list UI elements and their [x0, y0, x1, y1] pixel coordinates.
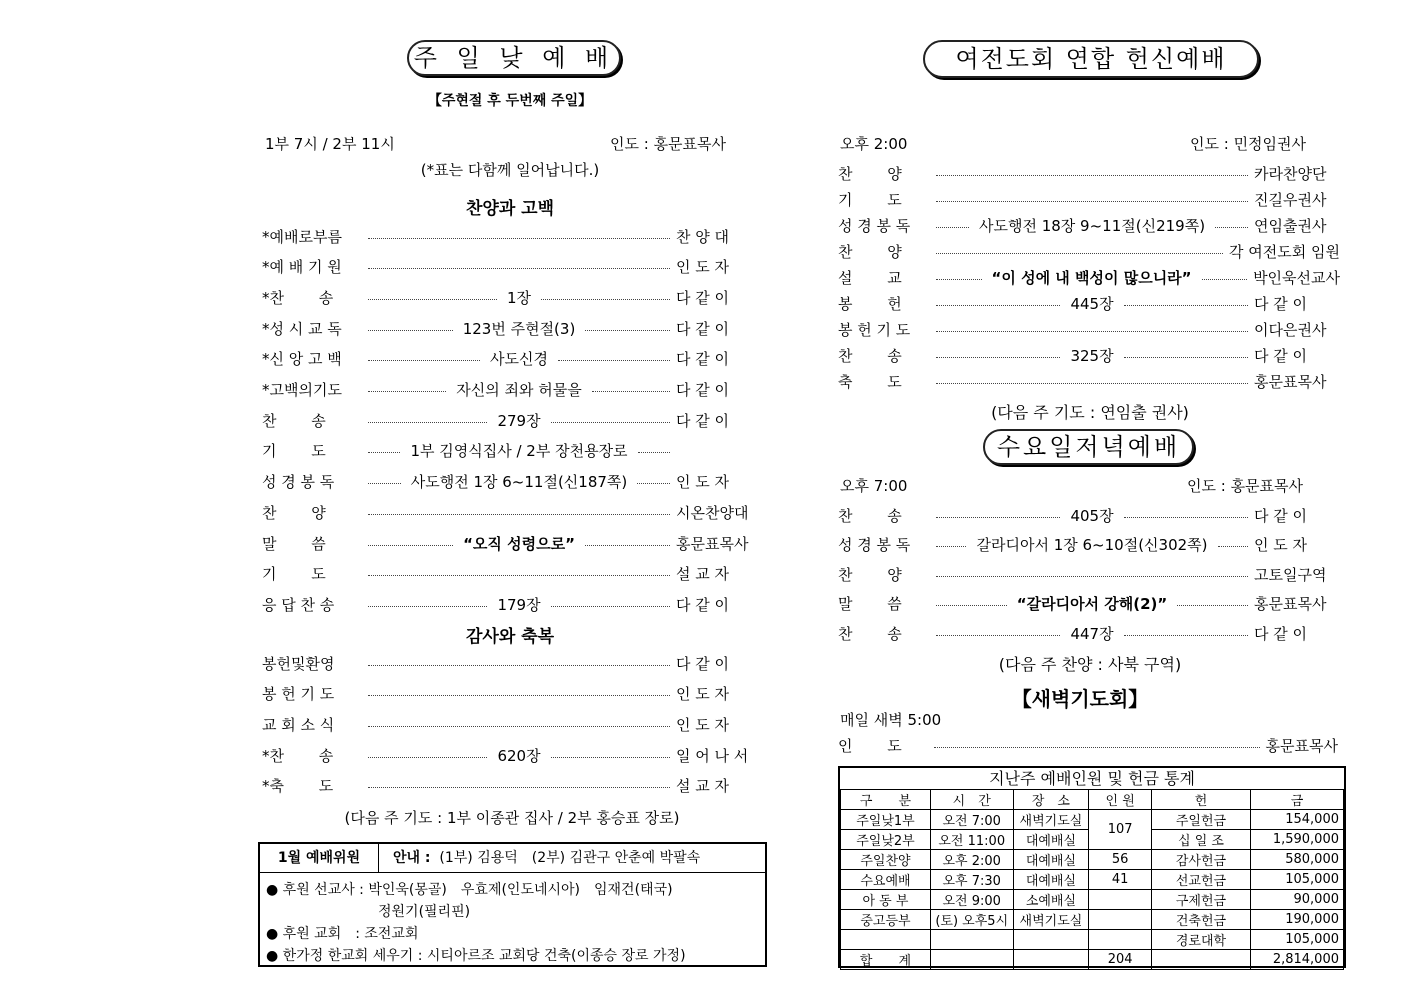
order-label: *예배로부름	[262, 227, 342, 246]
order-person: 인 도 자	[676, 715, 730, 734]
stats-cell: 204	[1089, 950, 1152, 970]
stats-cell	[841, 930, 931, 950]
dot-leader	[551, 422, 670, 423]
order-detail: 445장	[1070, 294, 1114, 313]
order-person: 다 같 이	[1254, 294, 1308, 313]
womens-service-time: 오후 2:00	[840, 135, 908, 153]
order-row	[262, 348, 762, 370]
stats-cell: 105,000	[1250, 870, 1343, 890]
order-person: 다 같 이	[676, 595, 730, 614]
order-row	[838, 370, 1340, 392]
order-detail: 사도신경	[490, 350, 548, 369]
dot-leader	[638, 452, 670, 453]
order-row	[838, 344, 1340, 366]
order-row	[838, 622, 1340, 644]
order-row	[262, 317, 762, 339]
stats-cell: 감사헌금	[1151, 850, 1250, 870]
stats-cell: 건축헌금	[1151, 910, 1250, 930]
dawn-prayer-title: 【새벽기도회】	[1011, 687, 1149, 711]
dot-leader	[368, 545, 453, 546]
order-label: 찬 송	[262, 411, 326, 430]
order-person: 다 같 이	[676, 319, 730, 338]
order-row	[262, 225, 762, 247]
order-row	[262, 379, 762, 401]
order-label: 설 교	[838, 268, 902, 287]
order-row	[262, 563, 762, 585]
stats-cell: 새벽기도실	[1013, 810, 1089, 830]
order-detail: 갈라디아서 1장 6~10절(신302쪽)	[976, 536, 1208, 554]
dot-leader	[368, 483, 401, 484]
dot-leader	[936, 331, 1248, 332]
stats-cell: 1,590,000	[1250, 830, 1343, 850]
dot-leader	[368, 514, 670, 515]
dawn-time: 매일 새벽 5:00	[840, 711, 942, 729]
dot-leader	[1124, 357, 1248, 358]
dot-leader	[936, 605, 1007, 606]
order-person: 카라찬양단	[1254, 164, 1327, 183]
order-person: 다 같 이	[1254, 506, 1308, 525]
order-row	[262, 744, 762, 766]
order-label: *고백의기도	[262, 381, 342, 399]
stats-cell: 190,000	[1250, 910, 1343, 930]
order-person: 이다은권사	[1254, 320, 1327, 339]
stats-cell: 주일낮1부	[841, 810, 931, 830]
dot-leader	[368, 787, 670, 788]
order-label: *신 앙 고 백	[262, 350, 342, 369]
order-label: 말 씀	[262, 534, 326, 553]
wednesday-service-title: 수요일저녁예배	[983, 429, 1194, 465]
stats-cell: 대예배실	[1013, 830, 1089, 850]
stats-cell	[1089, 930, 1152, 950]
order-row	[262, 501, 762, 523]
order-person: 진길우권사	[1254, 190, 1327, 209]
order-label: 기 도	[262, 565, 326, 584]
stats-cell: 구제헌금	[1151, 890, 1250, 910]
order-label: 응 답 찬 송	[262, 595, 335, 614]
dot-leader	[368, 726, 670, 727]
dot-leader	[1215, 227, 1248, 228]
order-row	[838, 240, 1340, 262]
order-row	[262, 593, 762, 615]
order-row	[262, 286, 762, 308]
stats-cell: 소예배실	[1013, 890, 1089, 910]
dot-leader	[936, 357, 1060, 358]
order-label: 기 도	[262, 442, 326, 461]
order-label: 봉 헌 기 도	[838, 320, 911, 339]
stats-header-cell: 시 간	[930, 790, 1013, 810]
dot-leader	[637, 483, 670, 484]
dot-leader	[368, 422, 487, 423]
sunday-service-title: 주 일 낮 예 배	[407, 40, 621, 76]
order-label: 찬 양	[838, 242, 902, 261]
stats-cell	[930, 950, 1013, 970]
dawn-leader-row	[838, 734, 1338, 756]
stats-row	[841, 950, 1344, 970]
stats-cell: 오전 11:00	[930, 830, 1013, 850]
order-person: 홍문표목사	[676, 534, 749, 553]
stats-row	[841, 890, 1344, 910]
stats-cell: 합 계	[841, 950, 931, 970]
wednesday-leader: 인도 : 홍문표목사	[1187, 477, 1304, 495]
dot-leader	[936, 576, 1248, 577]
order-row	[838, 214, 1340, 236]
wednesday-time: 오후 7:00	[840, 477, 908, 495]
order-row	[262, 256, 762, 278]
order-person: 시온찬양대	[676, 503, 749, 522]
order-label: 봉헌및환영	[262, 654, 335, 673]
order-row	[262, 440, 762, 462]
stats-cell: 56	[1089, 850, 1152, 870]
stats-cell: 중고등부	[841, 910, 931, 930]
order-label: 찬 양	[262, 503, 326, 522]
stats-cell: 아 동 부	[841, 890, 931, 910]
stats-cell: 오후 2:00	[930, 850, 1013, 870]
order-label: *찬 송	[262, 746, 334, 765]
dot-leader	[1202, 279, 1248, 280]
dot-leader	[368, 606, 487, 607]
stand-note: (*표는 다함께 일어납니다.)	[420, 161, 600, 179]
order-row	[262, 532, 762, 554]
order-row	[262, 713, 762, 735]
dot-leader	[368, 757, 487, 758]
stats-cell: 2,814,000	[1250, 950, 1343, 970]
sunday-subtitle: 【주현절 후 두번째 주일】	[427, 93, 593, 109]
dot-leader	[936, 305, 1060, 306]
stats-cell: 대예배실	[1013, 850, 1089, 870]
order-row	[838, 318, 1340, 340]
order-label: 성 경 봉 독	[838, 536, 911, 554]
guide-label: 안내 :	[393, 850, 431, 866]
stats-cell: 수요예배	[841, 870, 931, 890]
order-label: *찬 송	[262, 288, 334, 307]
womens-service-title: 여전도회 연합 헌신예배	[923, 40, 1259, 78]
dot-leader	[541, 299, 670, 300]
notice-header	[260, 844, 765, 873]
dot-leader	[368, 268, 670, 269]
order-person: 인 도 자	[676, 473, 730, 492]
dot-leader	[936, 201, 1248, 202]
order-label: *축 도	[262, 777, 334, 796]
order-label: 기 도	[838, 190, 902, 209]
stats-header-cell: 금	[1250, 790, 1343, 810]
order-label: 봉 헌	[838, 294, 902, 313]
stats-cell: 선교헌금	[1151, 870, 1250, 890]
stats-cell	[1013, 950, 1089, 970]
order-person: 박인욱선교사	[1253, 268, 1341, 287]
dot-leader	[368, 238, 670, 239]
order-label: 축 도	[838, 372, 902, 391]
stats-cell: 154,000	[1250, 810, 1343, 830]
order-detail: 279장	[497, 411, 541, 430]
stats-header-cell: 구 분	[841, 790, 931, 810]
order-label: 찬 송	[838, 624, 902, 643]
stats-cell: 대예배실	[1013, 870, 1089, 890]
stats-cell	[1151, 950, 1250, 970]
order-label: 봉 헌 기 도	[262, 685, 335, 704]
womens-service-leader: 인도 : 민정임권사	[1190, 135, 1307, 153]
notice-box	[258, 842, 767, 967]
womens-next-week: (다음 주 기도 : 연임출 권사)	[991, 403, 1189, 422]
order-person: 고토일구역	[1254, 565, 1327, 584]
dot-leader	[368, 299, 497, 300]
order-detail: 1부 김영식집사 / 2부 장천용장로	[410, 442, 628, 461]
dot-leader	[558, 360, 670, 361]
dot-leader	[368, 695, 670, 696]
order-person: 다 같 이	[1254, 346, 1308, 365]
stats-cell: 십 일 조	[1151, 830, 1250, 850]
wednesday-next-week: (다음 주 찬양 : 사북 구역)	[998, 655, 1182, 674]
order-person: 인 도 자	[676, 685, 730, 704]
service-times: 1부 7시 / 2부 11시	[265, 135, 395, 153]
order-detail: 자신의 죄와 허물을	[456, 381, 582, 399]
order-row	[838, 563, 1340, 585]
stats-header-cell: 인 원	[1089, 790, 1152, 810]
order-row	[838, 188, 1340, 210]
order-label: 찬 양	[838, 164, 902, 183]
sunday-leader: 인도 : 홍문표목사	[610, 135, 727, 153]
order-person: 연임출권사	[1254, 216, 1327, 235]
dot-leader	[368, 575, 670, 576]
order-detail: 1장	[506, 288, 532, 307]
dot-leader	[368, 665, 670, 666]
order-person: 인 도 자	[676, 258, 730, 277]
order-person: 다 같 이	[676, 350, 730, 369]
notice-line: ● 후원 선교사 : 박인욱(몽골) 우효제(인도네시아) 임재건(태국)	[266, 882, 673, 898]
dawn-right: 홍문표목사	[1265, 736, 1338, 755]
order-row	[838, 593, 1340, 615]
stats-cell: 41	[1089, 870, 1152, 890]
stats-row	[841, 870, 1344, 890]
stats-cell: 주일찬양	[841, 850, 931, 870]
dot-leader	[368, 330, 453, 331]
order-row	[838, 266, 1340, 288]
dot-leader	[1124, 517, 1248, 518]
order-label: 찬 송	[838, 346, 902, 365]
dot-leader	[936, 279, 982, 280]
dot-leader	[1124, 635, 1248, 636]
order-person: 다 같 이	[676, 381, 730, 399]
stats-row	[841, 810, 1344, 830]
stats-table-box	[838, 766, 1346, 968]
stats-cell: 오전 9:00	[930, 890, 1013, 910]
notice-line: ● 후원 교회 : 조전교회	[266, 926, 419, 942]
order-person: 일 어 나 서	[676, 746, 749, 765]
order-row	[838, 534, 1340, 556]
stats-cell: 새벽기도실	[1013, 910, 1089, 930]
section-thanks-blessing: 감사와 축복	[465, 627, 555, 647]
dawn-label: 인 도	[838, 736, 902, 755]
order-detail: 620장	[497, 746, 541, 765]
sunday-next-week: (다음 주 기도 : 1부 이종관 집사 / 2부 홍승표 장로)	[344, 809, 680, 827]
order-detail: 447장	[1070, 624, 1114, 643]
order-label: *예 배 기 원	[262, 258, 342, 277]
dot-leader	[934, 747, 1260, 748]
order-row	[838, 504, 1340, 526]
order-detail: 사도행전 1장 6~11절(신187쪽)	[410, 473, 628, 492]
order-detail: “이 성에 내 백성이 많으니라”	[991, 268, 1192, 287]
stats-row	[841, 930, 1344, 950]
order-detail: 123번 주현절(3)	[462, 319, 576, 338]
order-person: 다 같 이	[676, 288, 730, 307]
order-label: 성 경 봉 독	[262, 473, 335, 492]
stats-cell: 경로대학	[1151, 930, 1250, 950]
dot-leader	[551, 606, 670, 607]
guide-value: (1부) 김용덕 (2부) 김관구 안춘예 박팔속	[439, 850, 701, 866]
stats-cell: 580,000	[1250, 850, 1343, 870]
order-person: 홍문표목사	[1254, 595, 1327, 613]
dot-leader	[936, 227, 969, 228]
stats-cell: (토) 오후5시	[930, 910, 1013, 930]
stats-cell: 오후 7:30	[930, 870, 1013, 890]
stats-title: 지난주 예배인원 및 헌금 통계	[840, 768, 1344, 790]
order-label: 찬 송	[838, 506, 902, 525]
dot-leader	[936, 546, 966, 547]
dot-leader	[936, 253, 1223, 254]
order-label: *성 시 교 독	[262, 319, 342, 338]
stats-cell: 90,000	[1250, 890, 1343, 910]
stats-row	[841, 910, 1344, 930]
notice-line: ● 한가정 한교회 세우기 : 시티아르조 교회당 건축(이종승 장로 가정)	[266, 948, 686, 964]
stats-cell: 105,000	[1250, 930, 1343, 950]
order-detail: “갈라디아서 강해(2)”	[1016, 595, 1168, 613]
order-person: 설 교 자	[676, 565, 730, 584]
stats-table	[840, 789, 1344, 970]
dot-leader	[1177, 605, 1248, 606]
order-row	[262, 409, 762, 431]
dot-leader	[936, 635, 1060, 636]
order-row	[262, 471, 762, 493]
order-person: 설 교 자	[676, 777, 730, 796]
order-detail: 179장	[497, 595, 541, 614]
notice-line: 정원기(필리핀)	[266, 904, 471, 920]
section-praise-confession: 찬양과 고백	[465, 199, 555, 219]
order-label: 성 경 봉 독	[838, 216, 911, 235]
order-person: 각 여전도회 임원	[1229, 242, 1340, 261]
order-row	[262, 775, 762, 797]
dot-leader	[1124, 305, 1248, 306]
stats-header-cell: 헌	[1151, 790, 1250, 810]
dot-leader	[368, 391, 446, 392]
dot-leader	[551, 757, 670, 758]
dot-leader	[936, 175, 1248, 176]
order-detail: 405장	[1070, 506, 1114, 525]
dot-leader	[368, 452, 400, 453]
order-detail: “오직 성령으로”	[463, 534, 575, 553]
order-person: 홍문표목사	[1254, 372, 1327, 391]
dot-leader	[368, 360, 480, 361]
dot-leader	[585, 330, 670, 331]
dot-leader	[936, 383, 1248, 384]
dot-leader	[585, 545, 670, 546]
stats-cell: 주일낮2부	[841, 830, 931, 850]
order-person: 다 같 이	[1254, 624, 1308, 643]
order-person: 다 같 이	[676, 654, 730, 673]
dot-leader	[592, 391, 670, 392]
order-person: 다 같 이	[676, 411, 730, 430]
order-detail: 325장	[1070, 346, 1114, 365]
order-label: 교 회 소 식	[262, 715, 335, 734]
committee-label: 1월 예배위원	[260, 844, 379, 872]
order-label: 말 씀	[838, 595, 902, 613]
order-row	[262, 652, 762, 674]
stats-cell	[1089, 890, 1152, 910]
stats-row	[841, 850, 1344, 870]
order-label: 찬 양	[838, 565, 902, 584]
order-person: 인 도 자	[1254, 536, 1308, 554]
stats-cell: 107	[1089, 810, 1152, 850]
stats-cell: 주일헌금	[1151, 810, 1250, 830]
stats-cell	[1013, 930, 1089, 950]
stats-cell: 오전 7:00	[930, 810, 1013, 830]
order-row	[838, 292, 1340, 314]
order-detail: 사도행전 18장 9~11절(신219쪽)	[978, 216, 1206, 235]
order-row	[262, 683, 762, 705]
order-person: 찬 양 대	[676, 227, 730, 246]
order-row	[838, 162, 1340, 184]
stats-header-cell: 장 소	[1013, 790, 1089, 810]
stats-cell	[1089, 910, 1152, 930]
dot-leader	[1218, 546, 1248, 547]
dot-leader	[936, 517, 1060, 518]
stats-cell	[930, 930, 1013, 950]
